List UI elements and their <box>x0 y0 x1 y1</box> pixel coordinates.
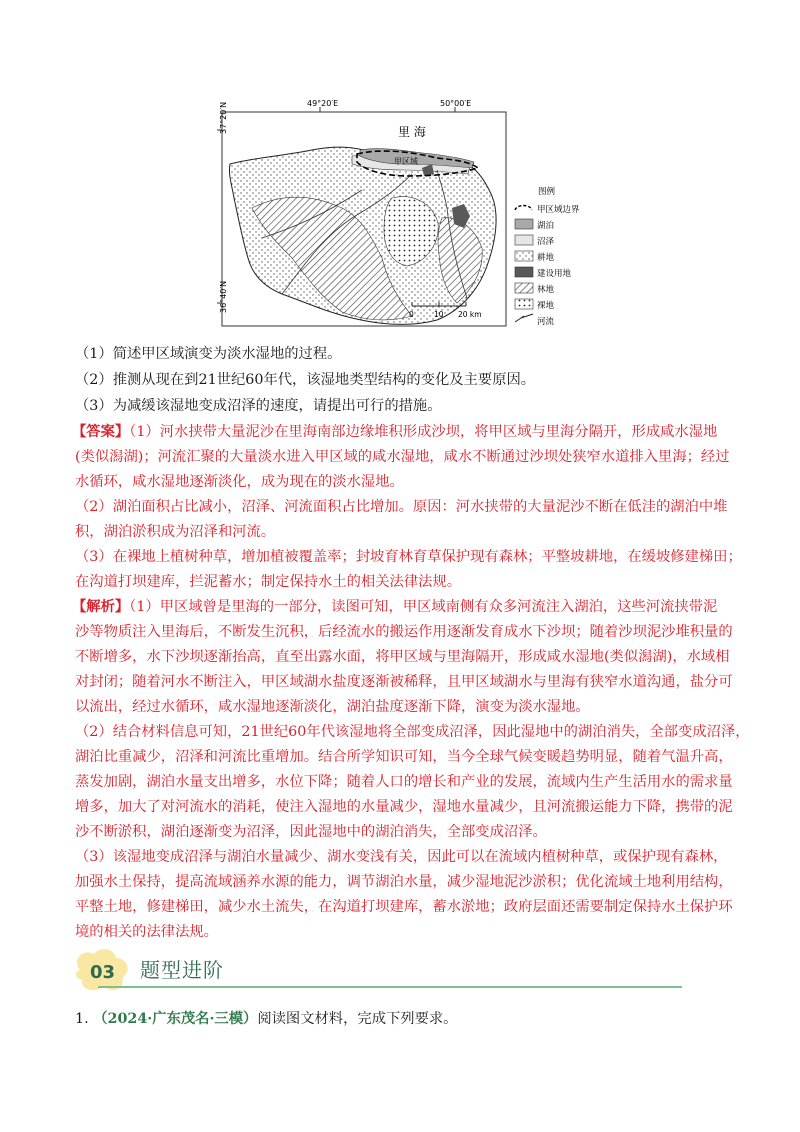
analysis-line: （2）结合材料信息可知，21世纪60年代该湿地将全部变成沼泽，因此湿地中的湖泊消失，全部变成沼泽， <box>75 724 750 740</box>
scale-label-10: 10 <box>434 310 444 319</box>
question-line: （1）简述甲区域演变为淡水湿地的过程。 <box>75 346 342 362</box>
analysis-line: 平整土地，修建梯田，减少水土流失，在沟道打坝建库，蓄水淤地；政府层面还需要制定保持水土保护环 <box>75 899 733 915</box>
question-1 <box>75 1008 457 1028</box>
analysis-line: 沙等物质注入里海后，不断发生沉积，后经流水的搬运作用逐渐发育成水下沙坝；随着沙坝泥沙堆积量的 <box>75 624 733 640</box>
analysis-line: 不断增多，水下沙坝逐渐抬高，直至出露水面，将甲区域与里海隔开，形成咸水湿地(类似潟湖)，水域相 <box>75 649 730 665</box>
legend-lake-swatch <box>515 219 533 229</box>
svg-text:裸地: 裸地 <box>537 301 555 311</box>
legend-cropland-swatch <box>515 251 533 261</box>
svg-text:甲区域边界: 甲区域边界 <box>537 205 580 215</box>
svg-text:河流: 河流 <box>537 317 555 327</box>
question-number: 1. <box>75 1011 89 1027</box>
answer-line: 在沟道打坝建库，拦泥蓄水；制定保持水土的相关法律法规。 <box>75 574 462 590</box>
analysis-line: 增多，加大了对河流水的消耗，使注入湿地的水量减少，湿地水量减少，且河流搬运能力下降，携带的泥 <box>75 799 733 815</box>
legend-builtup-swatch <box>515 267 533 277</box>
legend-marsh-swatch <box>515 235 533 245</box>
svg-text:沼泽: 沼泽 <box>537 237 555 247</box>
answer-line: （3）在裸地上植树种草，增加植被覆盖率；封坡育林育草保护现有森林；平整坡耕地，在缓坡修建梯田； <box>75 549 742 565</box>
scale-label-0: 0 <box>409 310 414 319</box>
lat-label-2: 36°40′N <box>219 280 228 313</box>
legend-boundary-swatch <box>515 206 532 211</box>
svg-text:湖泊: 湖泊 <box>537 221 555 231</box>
answer-line: (类似潟湖)；河流汇聚的大量淡水进入甲区域的咸水湿地，咸水不断通过沙坝处狭窄水道排入里海；经过 <box>75 449 730 465</box>
legend-title: 图例 <box>538 187 556 197</box>
lon-label-1: 49°20′E <box>307 99 339 108</box>
section-divider <box>98 986 682 988</box>
answer-line: 【答案】（1）河水挟带大量泥沙在里海南部边缘堆积形成沙坝，将甲区域与里海分隔开，形成咸水湿地 <box>72 424 718 440</box>
analysis-line: 加强水土保持，提高流域涵养水源的能力，调节湖泊水量，减少湿地泥沙淤积；优化流域土地利用结构， <box>75 874 733 890</box>
analysis-line: 沙不断淤积，湖泊逐渐变为沼泽，因此湿地中的湖泊消失，全部变成沼泽。 <box>75 824 547 840</box>
lat-label-1: 37°20′N <box>219 101 228 134</box>
legend-forest-swatch <box>515 283 533 293</box>
analysis-line: 蒸发加剧，湖泊水量支出增多，水位下降；随着人口的增长和产业的发展，流域内生产生活用水的需求量 <box>75 774 733 790</box>
answer-line: （2）湖泊面积占比减小，沼泽、河流面积占比增加。原因：河水挟带的大量泥沙不断在低洼的湖泊中堆 <box>75 499 728 515</box>
analysis-line: 湖泊比重减少，沼泽和河流比重增加。结合所学知识可知，当今全球气候变暖趋势明显，随着气温升高， <box>75 749 733 765</box>
svg-text:林地: 林地 <box>537 285 555 295</box>
question-text: 阅读图文材料，完成下列要求。 <box>257 1011 458 1027</box>
svg-text:建设用地: 建设用地 <box>537 269 572 279</box>
analysis-line: 境的相关的法律法规。 <box>75 924 218 940</box>
analysis-line: （3）该湿地变成沼泽与湖泊水量减少、湖水变浅有关，因此可以在流域内植树种草，或保护现有森林， <box>75 849 728 865</box>
question-line: （2）推测从现在到21世纪60年代，该湿地类型结构的变化及主要原因。 <box>75 372 536 388</box>
legend-river-swatch <box>515 314 533 322</box>
area-label: 甲区域 <box>394 157 418 166</box>
answer-line: 水循环，咸水湿地逐渐淡化，成为现在的淡水湿地。 <box>75 474 404 490</box>
analysis-tag: 【解析】 <box>72 599 130 615</box>
scale-label-20: 20 km <box>458 310 482 319</box>
section-title: 题型进阶 <box>140 958 224 982</box>
question-source: （2024·广东茂名·三模） <box>93 1011 258 1027</box>
analysis-line: 以流出，经过水循环，咸水湿地逐渐淡化，湖泊盐度逐渐下降，演变为淡水湿地。 <box>75 699 590 715</box>
svg-text:耕地: 耕地 <box>537 253 555 263</box>
answer-tag: 【答案】 <box>72 424 130 440</box>
legend-bare-swatch <box>515 299 533 309</box>
question-line: （3）为减缓该湿地变成沼泽的速度，请提出可行的措施。 <box>75 398 442 414</box>
wetland-map-figure <box>212 98 592 332</box>
analysis-line: 对封闭；随着河水不断注入，甲区域湖水盐度逐渐被稀释，且甲区域湖水与里海有狭窄水道沟通，盐分可 <box>75 674 733 690</box>
sea-label: 里 海 <box>398 125 426 139</box>
lon-label-2: 50°00′E <box>440 99 472 108</box>
answer-line: 积，湖泊淤积成为沼泽和河流。 <box>75 524 276 540</box>
map-legend <box>515 186 580 327</box>
analysis-line: 【解析】（1）甲区域曾是里海的一部分，读图可知，甲区域南侧有众多河流注入湖泊，这些河流挟带泥 <box>72 599 718 615</box>
section-number: 03 <box>90 962 116 983</box>
